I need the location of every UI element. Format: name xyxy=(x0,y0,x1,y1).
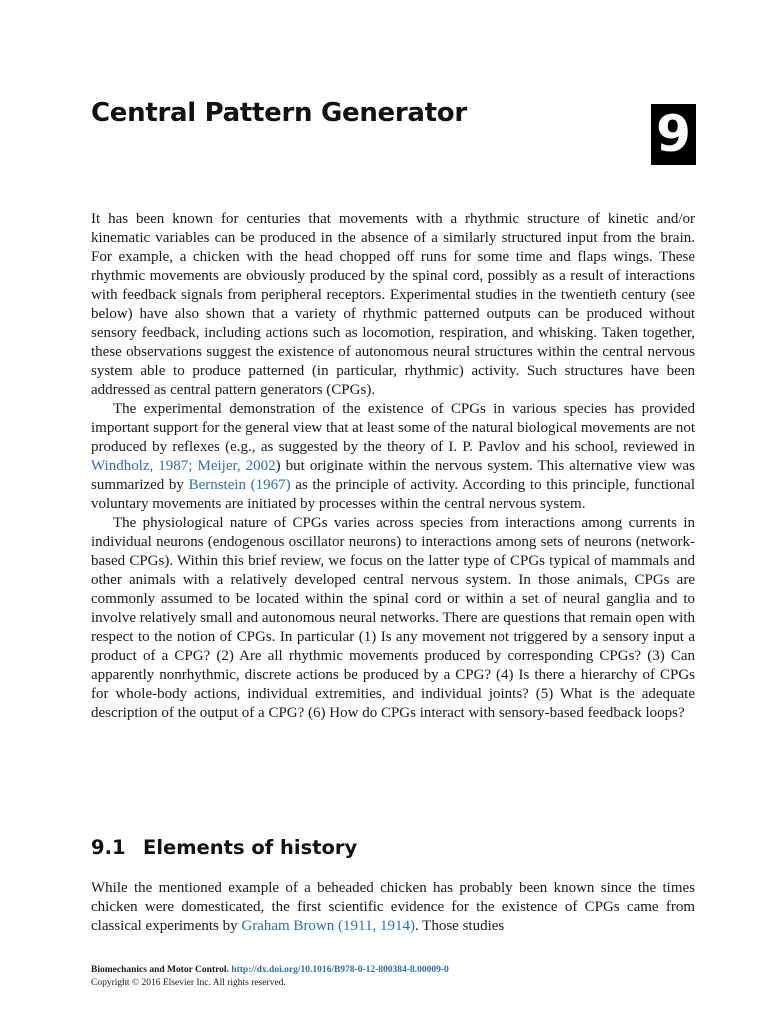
citation-link-windholz-meijer[interactable]: Windholz, 1987; Meijer, 2002 xyxy=(91,458,276,474)
section-number: 9.1 xyxy=(91,836,126,859)
chapter-title: Central Pattern Generator xyxy=(91,98,467,128)
text-run: The experimental demonstration of the existence of CPGs in various species has provided important support for the general view that at least some of the natural biological movements are not produced by reflexes (e.g., as suggested by the theory of I. P. Pavlov and his school, reviewed in xyxy=(91,401,695,455)
citation-link-bernstein[interactable]: Bernstein (1967) xyxy=(188,477,291,493)
text-run: . Those studies xyxy=(414,918,505,934)
paragraph: The physiological nature of CPGs varies across species from interactions among currents in individual neurons (endogenous oscillator neurons) to interactions among sets of neurons (network-based CPGs). Within this brief review, we focus on the latter type of CPGs typical of mammals and other animals with a relatively developed central nervous system. In those animals, CPGs are commonly assumed to be located within the spinal cord or within a set of neural ganglia and to involve relatively small and autonomous neural networks. There are questions that remain open with respect to the notion of CPGs. In particular (1) Is any movement not triggered by a sensory input a product of a CPG? (2) Are all rhythmic movements produced by corresponding CPGs? (3) Can apparently nonrhythmic, discrete actions be produced by a CPG? (4) Is there a hierarchy of CPGs for whole-body actions, individual extremities, and individual joints? (5) What is the adequate description of the output of a CPG? (6) How do CPGs interact with sensory-based feedback loops? xyxy=(91,515,695,721)
paragraph: It has been known for centuries that movements with a rhythmic structure of kinetic and/or kinematic variables can be produced in the absence of a similarly structured input from the brain. For example, a chicken with the head chopped off runs for some time and flaps wings. These rhythmic movements are obviously produced by the spinal cord, possibly as a result of interactions with feedback signals from peripheral receptors. Experimental studies in the twentieth century (see below) have also shown that a variety of rhythmic patterned outputs can be produced without sensory feedback, including actions such as locomotion, respiration, and whisking. Taken together, these observations suggest the existence of autonomous neural structures within the central nervous system able to produce patterned (in particular, rhythmic) activity. Such structures have been addressed as central pattern generators (CPGs). xyxy=(91,211,695,398)
paragraph xyxy=(91,879,695,936)
text-run: ) but originate within the nervous system. This alternative view was summarized by xyxy=(91,458,695,493)
section-text xyxy=(91,879,695,936)
footer-source xyxy=(91,964,449,977)
section-heading xyxy=(91,836,357,859)
book-title: Biomechanics and Motor Control. xyxy=(91,965,229,975)
doi-link[interactable]: http://dx.doi.org/10.1016/B978-0-12-800384-8.00009-0 xyxy=(231,965,449,975)
chapter-number-badge: 9 xyxy=(651,104,696,165)
paragraph xyxy=(91,400,695,514)
citation-link-graham-brown[interactable]: Graham Brown (1911, 1914) xyxy=(241,918,415,934)
footer xyxy=(91,964,449,990)
copyright: Copyright © 2016 Elsevier Inc. All rights reserved. xyxy=(91,978,286,988)
text-run: While the mentioned example of a beheaded chicken has probably been known since the times chicken were domesticated, the first scientific evidence for the existence of CPGs came from classical experiments by xyxy=(91,880,695,934)
text-run: as the principle of activity. According to this principle, functional voluntary movements are initiated by processes within the central nervous system. xyxy=(91,477,695,512)
section-title: Elements of history xyxy=(143,836,358,859)
intro-text xyxy=(91,210,695,723)
